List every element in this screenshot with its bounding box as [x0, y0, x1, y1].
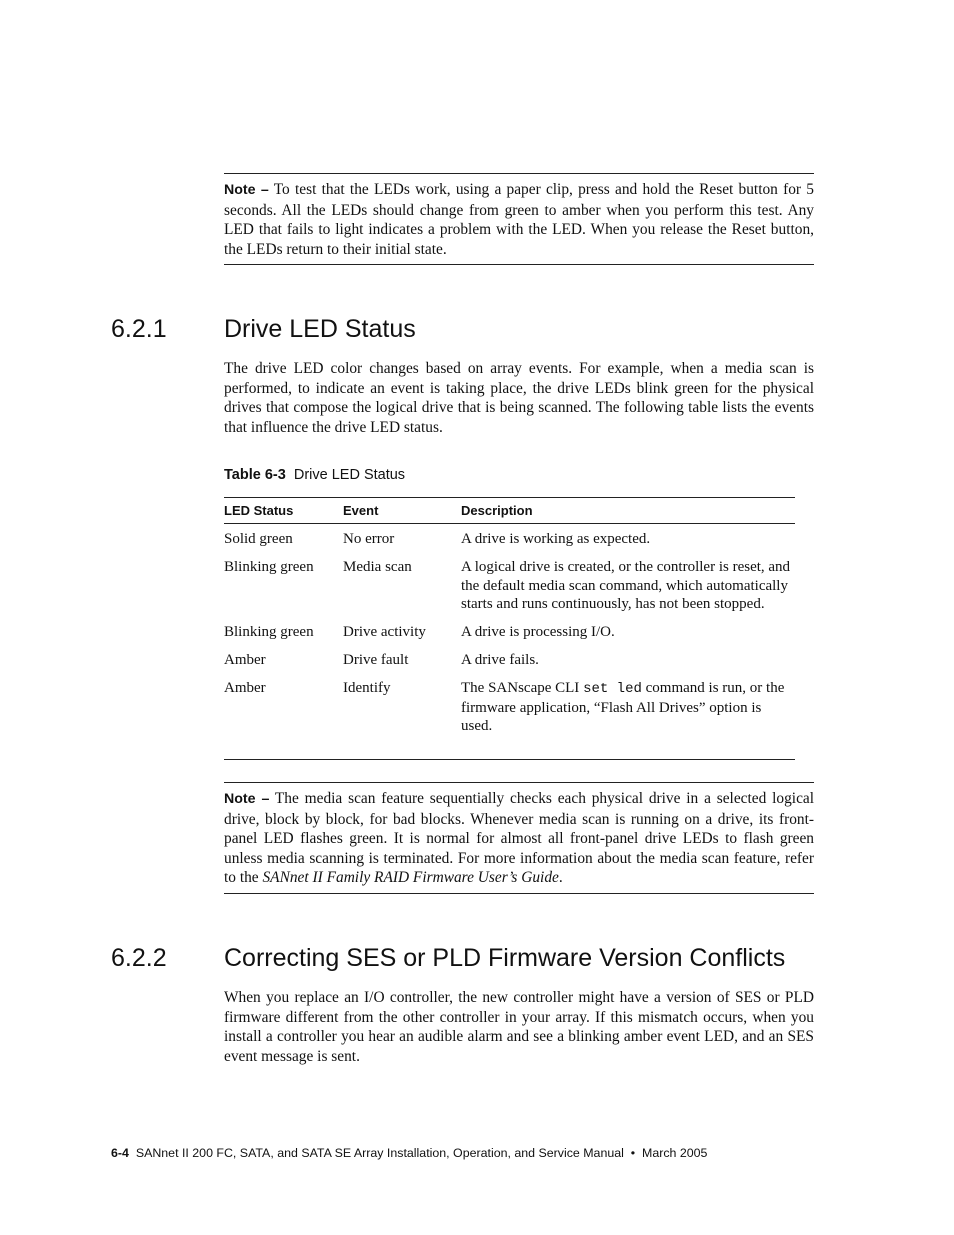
cell-description [461, 679, 795, 745]
cell-description: A drive is processing I/O. [461, 624, 615, 641]
note-text: To test that the LEDs work, using a paper clip, press and hold the Reset button for 5 seconds. All the LEDs should change from green to amber when you perform this test. Any LED that fails to light indicates a problem with the LED. When you release the Reset button, the LEDs return to their initial state. [224, 181, 814, 258]
publication-date: March 2005 [642, 1146, 708, 1160]
cell-description: A drive fails. [461, 651, 539, 668]
note-block-media-scan [224, 782, 814, 894]
note-text: The media scan feature sequentially checks each physical drive in a selected logical drive, block by block, for bad blocks. Whenever media scan is running on a drive, its front-panel LED flashes green. It is normal for almost all front-panel drive LEDs to flash green unless media scanning is terminated. For more information about the media scan feature, refer to the [224, 790, 815, 886]
column-header-led-status: LED Status [224, 498, 343, 524]
table-header-row [224, 498, 795, 524]
cell-description: A logical drive is created, or the controller is reset, and the default media scan command, which automatically starts and runs continuously, has not been stopped. [461, 558, 791, 613]
page-footer [111, 1146, 707, 1160]
cell-event: Drive fault [343, 651, 409, 668]
section-number: 6.2.2 [111, 944, 167, 972]
page-number: 6-4 [111, 1146, 129, 1160]
cell-event: No error [343, 531, 395, 547]
description-text-post: command is run, or the firmware application, “Flash All Drives” option is used. [461, 679, 785, 735]
note-block-reset-test [224, 173, 814, 265]
firmware-guide-reference: SANnet II Family RAID Firmware User’s Guide [262, 869, 559, 886]
section-body: When you replace an I/O controller, the new controller might have a version of SES or PLD firmware different from the other controller in your array. If this mismatch occurs, when you install a controller you hear an audible alarm and see a blinking amber event LED, and an SES event message is sent. [224, 989, 814, 1065]
cell-event: Drive activity [343, 624, 426, 641]
cell-led-status: Blinking green [224, 558, 314, 575]
footer-bullet: • [630, 1146, 636, 1160]
note-paragraph [224, 789, 814, 888]
cell-led-status: Amber [224, 679, 266, 696]
table-row [224, 679, 795, 745]
cli-command-code: set led [583, 680, 642, 697]
note-label: Note – [224, 791, 270, 807]
table-row [224, 558, 795, 623]
cell-led-status: Solid green [224, 531, 293, 547]
manual-title: SANnet II 200 FC, SATA, and SATA SE Array Installation, Operation, and Service Manual [135, 1146, 624, 1160]
cell-event: Media scan [343, 558, 412, 575]
note-label: Note – [224, 182, 269, 198]
table-caption-title: Drive LED Status [293, 467, 406, 483]
description-text-pre: The SANscape CLI [461, 679, 584, 696]
table-caption-label: Table 6-3 [224, 467, 286, 483]
section-body: The drive LED color changes based on array events. For example, when a media scan is performed, to indicate an event is taking place, the drive LEDs blink green for the physical drives that compose the logical drive that is being scanned. The following table lists the events that influence the drive LED status. [224, 360, 814, 436]
note-end: . [558, 869, 563, 886]
cell-led-status: Blinking green [224, 624, 314, 641]
section-title: Drive LED Status [224, 315, 416, 343]
cell-description: A drive is working as expected. [461, 531, 651, 547]
column-header-event: Event [343, 498, 461, 524]
cell-led-status: Amber [224, 651, 266, 668]
drive-led-status-table [224, 497, 795, 760]
cell-event: Identify [343, 679, 391, 696]
table-row [224, 623, 795, 651]
section-title: Correcting SES or PLD Firmware Version Conflicts [224, 944, 786, 972]
section-number: 6.2.1 [111, 315, 167, 343]
table-row [224, 524, 795, 558]
note-paragraph [224, 180, 814, 259]
table-caption [224, 467, 405, 483]
table-row [224, 651, 795, 679]
column-header-description: Description [461, 498, 795, 524]
